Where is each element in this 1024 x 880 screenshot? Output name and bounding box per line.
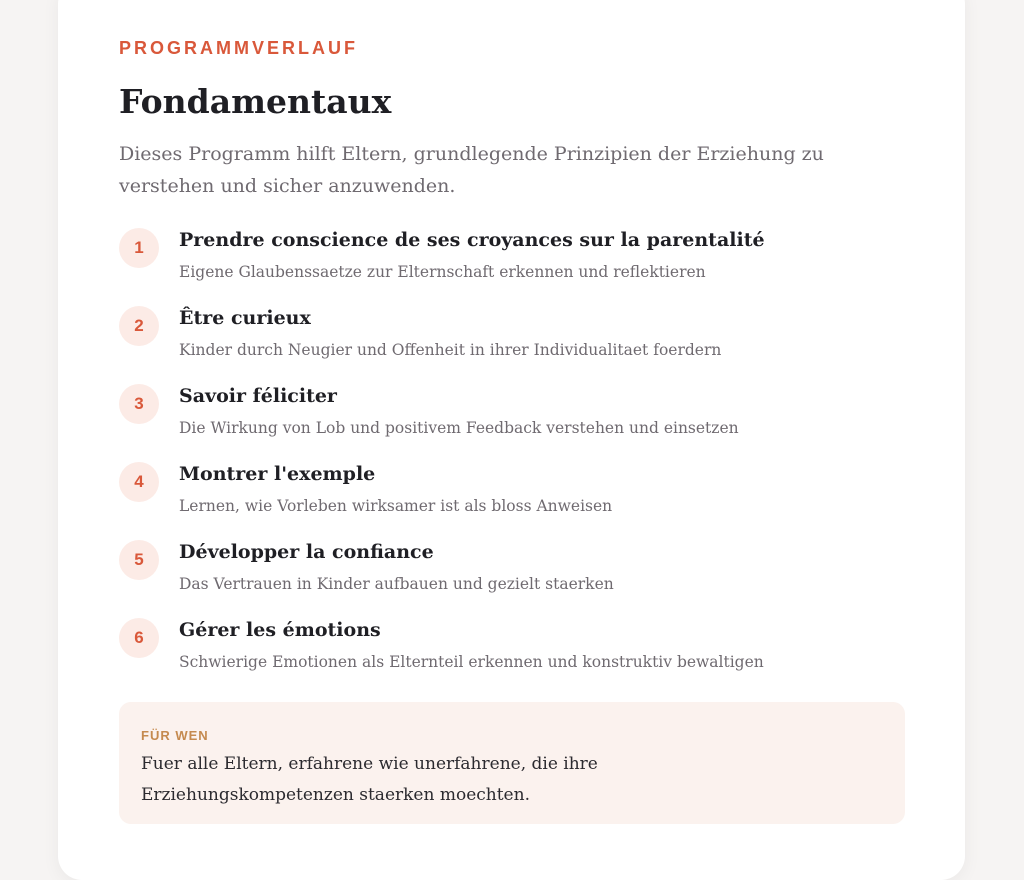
step-number-badge: 4 — [119, 462, 159, 502]
program-intro: Dieses Programm hilft Eltern, grundlegende Prinzipien der Erziehung zu verstehen und sicher anzuwenden. — [119, 143, 824, 197]
step-number-badge: 2 — [119, 306, 159, 346]
step-title: Prendre conscience de ses croyances sur la parentalité — [179, 229, 765, 251]
step-title: Savoir féliciter — [179, 385, 337, 407]
step-title: Montrer l'exemple — [179, 463, 376, 485]
step-description: Kinder durch Neugier und Offenheit in ihrer Individualitaet foerdern — [179, 341, 722, 359]
page-title: Fondamentaux — [119, 82, 392, 121]
audience-text: Fuer alle Eltern, erfahrene wie unerfahrene, die ihre Erziehungskompetenzen staerken moechten. — [141, 754, 598, 805]
step-item-1 — [119, 226, 905, 304]
step-number-badge: 1 — [119, 228, 159, 268]
step-description: Lernen, wie Vorleben wirksamer ist als bloss Anweisen — [179, 497, 613, 515]
step-item-5 — [119, 538, 905, 616]
step-item-4 — [119, 460, 905, 538]
step-title: Être curieux — [179, 307, 311, 329]
step-number-badge: 3 — [119, 384, 159, 424]
step-item-6 — [119, 616, 905, 694]
section-eyebrow: PROGRAMMVERLAUF — [119, 38, 358, 58]
step-description: Das Vertrauen in Kinder aufbauen und gezielt staerken — [179, 575, 614, 593]
step-description: Die Wirkung von Lob und positivem Feedback verstehen und einsetzen — [179, 419, 739, 437]
step-item-2 — [119, 304, 905, 382]
step-description: Eigene Glaubenssaetze zur Elternschaft erkennen und reflektieren — [179, 263, 706, 281]
step-title: Gérer les émotions — [179, 619, 381, 641]
audience-box — [119, 702, 905, 824]
step-number-badge: 5 — [119, 540, 159, 580]
step-title: Développer la confiance — [179, 541, 434, 563]
step-description: Schwierige Emotionen als Elternteil erkennen und konstruktiv bewaltigen — [179, 653, 764, 671]
step-number-badge: 6 — [119, 618, 159, 658]
audience-label: FÜR WEN — [141, 728, 209, 743]
step-item-3 — [119, 382, 905, 460]
step-list — [119, 226, 905, 694]
